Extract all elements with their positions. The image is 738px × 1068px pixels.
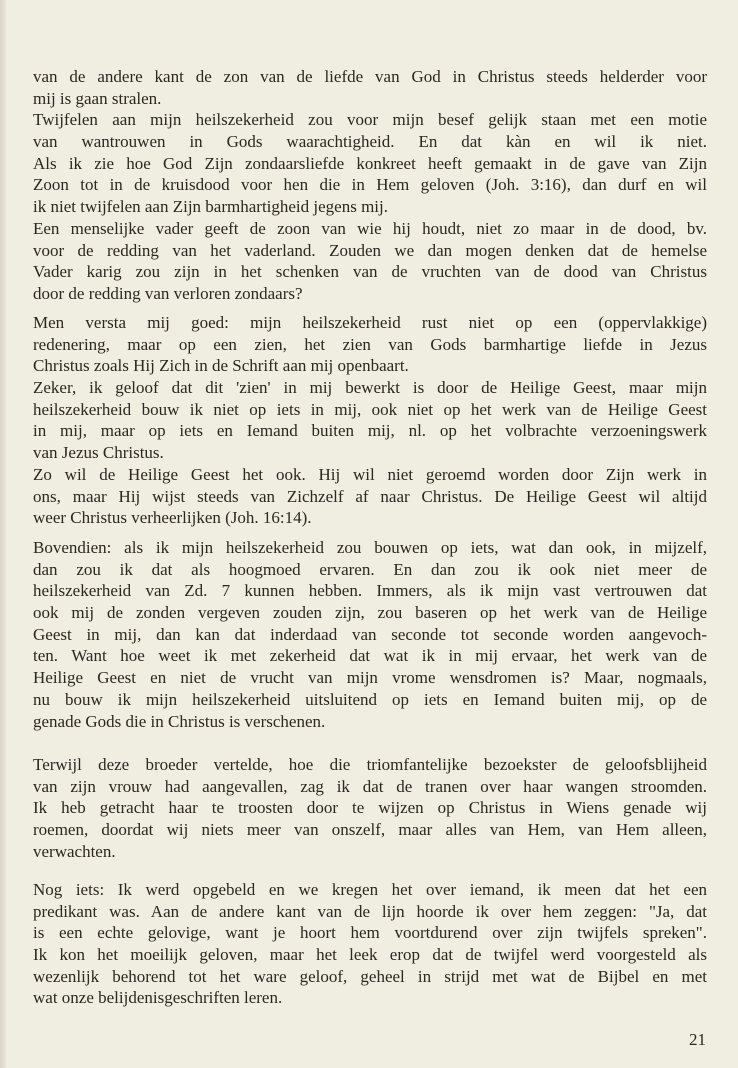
paragraph-5 — [33, 879, 707, 1009]
page-edge-shadow — [0, 0, 6, 1068]
text-line: weer Christus verheerlijken (Joh. 16:14). — [33, 508, 312, 528]
text-line: ik niet twijfelen aan Zijn barmhartigheid jegens mij. — [33, 197, 389, 217]
paragraph-2 — [33, 312, 707, 529]
text-line: voor de redding van het vaderland. Zouden we dan mogen denken dat de hemelse — [33, 240, 707, 260]
text-line: heilszekerheid van Zd. 7 kunnen hebben. Immers, als ik mijn vast vertrouwen dat — [33, 581, 707, 601]
text-line: wezenlijk behorend tot het ware geloof, geheel in strijd met wat de Bijbel en met — [33, 966, 707, 986]
text-line: van Jezus Christus. — [33, 443, 164, 463]
paragraph-4 — [33, 754, 707, 862]
text-line: dan zou ik dat als hoogmoed ervaren. En dan zou ik ook niet meer de — [33, 559, 707, 579]
text-line: ook mij de zonden vergeven zouden zijn, zou baseren op het werk van de Heilige — [33, 603, 707, 623]
text-line: in mij, maar op iets en Iemand buiten mij, nl. op het volbrachte verzoeningswerk — [33, 421, 707, 441]
text-line: Nog iets: Ik werd opgebeld en we kregen het over iemand, ik meen dat het een — [33, 880, 707, 899]
text-line: Twijfelen aan mijn heilszekerheid zou voor mijn besef gelijk staan met een motie — [33, 110, 707, 130]
text-line: is een echte gelovige, want je hoort hem voortdurend over zijn twijfels spreken". — [33, 923, 707, 943]
text-line: ons, maar Hij wijst steeds van Zichzelf af naar Christus. De Heilige Geest wil altijd — [33, 486, 707, 506]
text-line: ten. Want hoe weet ik met zekerheid dat wat ik in mij ervaar, het werk van de — [33, 646, 707, 666]
text-line: van zijn vrouw had aangevallen, zag ik dat de tranen over haar wangen stroomden. — [33, 776, 707, 796]
paragraph-3 — [33, 537, 707, 732]
text-line: Christus zoals Hij Zich in de Schrift aan mij openbaart. — [33, 356, 409, 376]
text-line: genade Gods die in Christus is verschenen. — [33, 711, 326, 731]
text-line: mij is gaan stralen. — [33, 88, 162, 108]
text-line: Ik kon het moeilijk geloven, maar het leek erop dat de twijfel werd voorgesteld als — [33, 945, 707, 965]
text-line: van wantrouwen in Gods waarachtigheid. En dat kàn en wil ik niet. — [33, 132, 707, 152]
text-line: Als ik zie hoe God Zijn zondaarsliefde konkreet heeft gemaakt in de gave van Zijn — [33, 153, 707, 173]
text-line: verwachten. — [33, 841, 116, 861]
text-line: redenering, maar op een zien, het zien van Gods barmhartige liefde in Jezus — [33, 334, 707, 354]
text-line: Een menselijke vader geeft de zoon van wie hij houdt, niet zo maar in de dood, bv. — [33, 218, 707, 238]
text-line: heilszekerheid bouw ik niet op iets in mij, ook niet op het werk van de Heilige Geest — [33, 399, 707, 419]
text-line: door de redding van verloren zondaars? — [33, 283, 303, 303]
text-line: wat onze belijdenisgeschriften leren. — [33, 988, 283, 1008]
text-line: Terwijl deze broeder vertelde, hoe die triomfantelijke bezoekster de geloofsblijheid — [33, 755, 707, 774]
text-line: roemen, doordat wij niets meer van onszelf, maar alles van Hem, van Hem alleen, — [33, 820, 707, 840]
text-line: Men versta mij goed: mijn heilszekerheid rust niet op een (oppervlakkige) — [33, 313, 707, 332]
text-line: van de andere kant de zon van de liefde van God in Christus steeds helderder voor — [33, 67, 707, 86]
text-line: predikant was. Aan de andere kant van de lijn hoorde ik over hem zeggen: "Ja, dat — [33, 901, 707, 921]
paragraph-1 — [33, 66, 707, 305]
text-line: Ik heb getracht haar te troosten door te wijzen op Christus in Wiens genade wij — [33, 798, 707, 818]
page-number: 21 — [689, 1030, 706, 1049]
text-line: Geest in mij, dan kan dat inderdaad van seconde tot seconde worden aangevoch- — [33, 624, 707, 644]
text-line: Zeker, ik geloof dat dit 'zien' in mij bewerkt is door de Heilige Geest, maar mijn — [33, 378, 707, 398]
text-line: Bovendien: als ik mijn heilszekerheid zou bouwen op iets, wat dan ook, in mijzelf, — [33, 538, 707, 557]
text-line: Zo wil de Heilige Geest het ook. Hij wil niet geroemd worden door Zijn werk in — [33, 464, 707, 484]
text-line: Vader karig zou zijn in het schenken van de vruchten van de dood van Christus — [33, 262, 707, 282]
text-line: Heilige Geest en niet de vrucht van mijn vrome wensdromen is? Maar, nogmaals, — [33, 668, 707, 688]
text-line: Zoon tot in de kruisdood voor hen die in Hem geloven (Joh. 3:16), dan durf en wil — [33, 175, 707, 195]
text-line: nu bouw ik mijn heilszekerheid uitsluitend op iets en Iemand buiten mij, op de — [33, 689, 707, 709]
